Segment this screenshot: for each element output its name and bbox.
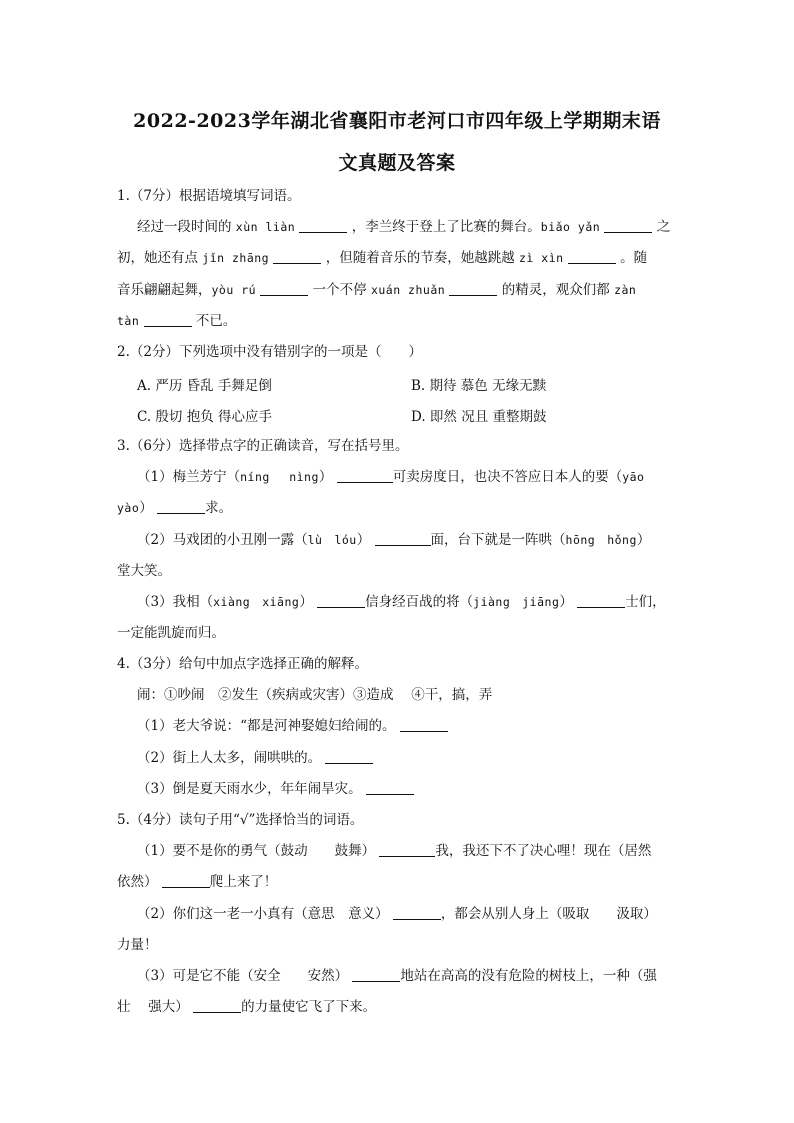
answer-blank[interactable] [379,842,435,857]
q5-text: 我，我还下不了决心哩！现在（居然 [435,843,652,859]
q4-text: （1）老大爷说：“都是河神娶媳妇给闹的。 [137,718,396,734]
q4-stem: 4.（3分）给句中加点字选择正确的解释。 [117,656,368,672]
answer-blank[interactable] [568,249,616,264]
q5-text: （2）你们这一老一小真有（意思 意义） [137,906,389,922]
q3-text: ） [636,532,651,548]
answer-blank[interactable] [337,468,393,483]
q3-text: ） [299,594,313,610]
q3-text: 信身经百战的将（ [365,594,474,610]
q1-text: 音乐翩翩起舞， [117,282,212,298]
q1-pinyin: tàn [117,314,140,328]
q3-pinyin: hōng hǒng [565,533,637,547]
q1-text: ，李兰终于登上了比赛的舞台。 [347,219,541,235]
q3-sub-2 [137,530,650,550]
q5-sub-1 [137,841,651,861]
document-title-line-2: 文真题及答案 [338,152,456,174]
answer-blank[interactable] [577,593,625,608]
answer-blank[interactable] [375,531,431,546]
q3-text: （3）我相（ [137,594,214,610]
q5-text: 爬上来了！ [209,874,278,890]
q1-line-1 [137,217,670,237]
answer-blank[interactable] [604,218,652,233]
q3-text: 求。 [205,500,233,516]
q3-text: 面，台下就是一阵哄（ [430,532,566,548]
answer-blank[interactable] [162,873,210,888]
q4-text: （2）街上人太多，闹哄哄的。 [137,750,322,766]
q5-sub-3-cont [117,997,376,1017]
q3-sub-1-cont [117,498,232,518]
q5-text: （1）要不是你的勇气（鼓动 鼓舞） [137,843,376,859]
q5-sub-2-cont: 力量！ [117,937,158,953]
q5-sub-1-cont [117,872,277,892]
q1-stem: 1.（7分）根据语境填写词语。 [117,188,301,204]
q1-line-3 [117,280,636,300]
q4-sub-3 [137,779,414,799]
answer-blank[interactable] [273,249,321,264]
q3-text: ） [356,532,371,548]
answer-blank[interactable] [193,998,241,1013]
document-title-line-1: 2022-2023学年湖北省襄阳市老河口市四年级上学期期末语 [133,110,661,132]
q3-text: ） [559,594,573,610]
q5-sub-3 [137,966,657,986]
q1-pinyin: xùn liàn [235,220,296,234]
q3-pinyin: yāo [622,470,645,484]
q4-text: （3）倒是夏天雨水少，年年闹旱灾。 [137,781,362,797]
answer-blank[interactable] [157,499,205,514]
q2-option-c[interactable]: C. 殷切 抱负 得心应手 [137,409,273,425]
answer-blank[interactable] [352,967,400,982]
q3-sub-3-cont: 一定能凯旋而归。 [117,625,225,641]
q1-text: 初，她还有点 [117,250,203,266]
q1-pinyin: jǐn zhāng [202,251,270,265]
q1-text: 经过一段时间的 [137,219,236,235]
q5-text: 壮 强大） [117,999,189,1015]
q3-pinyin: yào [117,501,140,515]
answer-blank[interactable] [317,593,365,608]
q5-sub-2 [137,904,657,924]
q1-text: 一个不停 [308,282,371,298]
q3-pinyin: jiàng jiāng [473,595,560,609]
q5-text: 依然） [117,874,158,890]
q3-pinyin: lù lóu [307,533,357,547]
q4-sub-1 [137,716,448,736]
q3-text: ） [318,469,333,485]
q1-text: 的精灵，观众们都 [497,282,615,298]
q1-line-4 [117,311,236,331]
q3-text: （1）梅兰芳宁（ [137,469,241,485]
q1-text: 之 [652,219,671,235]
answer-blank[interactable] [325,749,373,764]
answer-blank[interactable] [400,717,448,732]
q2-option-a[interactable]: A. 严历 昏乱 手舞足倒 [137,378,272,394]
q3-sub-1 [137,467,644,487]
q1-text: ，但随着音乐的节奏，她越跳越 [321,250,519,266]
q3-text: （2）马戏团的小丑刚一露（ [137,532,308,548]
answer-blank[interactable] [299,218,347,233]
answer-blank[interactable] [393,905,441,920]
q2-option-b[interactable]: B. 期待 慕色 无缘无黩 [411,378,547,394]
q3-pinyin: xiàng xiāng [213,595,300,609]
q1-pinyin: xuán zhuǎn [370,283,446,297]
q5-stem: 5.（4分）读句子用“√”选择恰当的词语。 [117,812,364,828]
q3-stem: 3.（6分）选择带点字的正确读音，写在括号里。 [117,438,409,454]
q2-option-d[interactable]: D. 即然 况且 重整期鼓 [411,409,547,425]
q5-text: 的力量使它飞了下来。 [241,999,377,1015]
q3-sub-2-cont: 堂大笑。 [117,563,171,579]
q2-stem: 2.（2分）下列选项中没有错别字的一项是（ ） [117,344,422,360]
q3-sub-3 [137,592,666,612]
q3-text: ） [139,500,153,516]
q1-pinyin: zàn [614,283,637,297]
q3-text: 士们， [625,594,666,610]
q1-pinyin: yòu rú [211,283,257,297]
answer-blank[interactable] [144,312,192,327]
answer-blank[interactable] [449,281,497,296]
answer-blank[interactable] [260,281,308,296]
q3-pinyin: níng nìng [240,470,319,484]
answer-blank[interactable] [366,780,414,795]
q5-text: 地站在高高的没有危险的树枝上，一种（强 [400,968,657,984]
q1-line-2 [117,248,647,268]
q1-text: 。随 [615,250,648,266]
q1-text: 不已。 [191,313,237,329]
q1-pinyin: biǎo yǎn [540,220,601,234]
q4-definitions: 闹：①吵闹 ②发生（疾病或灾害）③造成 ④干，搞，弄 [137,687,493,703]
q5-text: （3）可是它不能（安全 安然） [137,968,349,984]
q4-sub-2 [137,748,373,768]
q1-pinyin: zì xìn [519,251,564,265]
q5-text: ，都会从别人身上（吸取 汲取） [440,906,657,922]
q3-text: 可卖房度日，也决不答应日本人的要（ [392,469,623,485]
